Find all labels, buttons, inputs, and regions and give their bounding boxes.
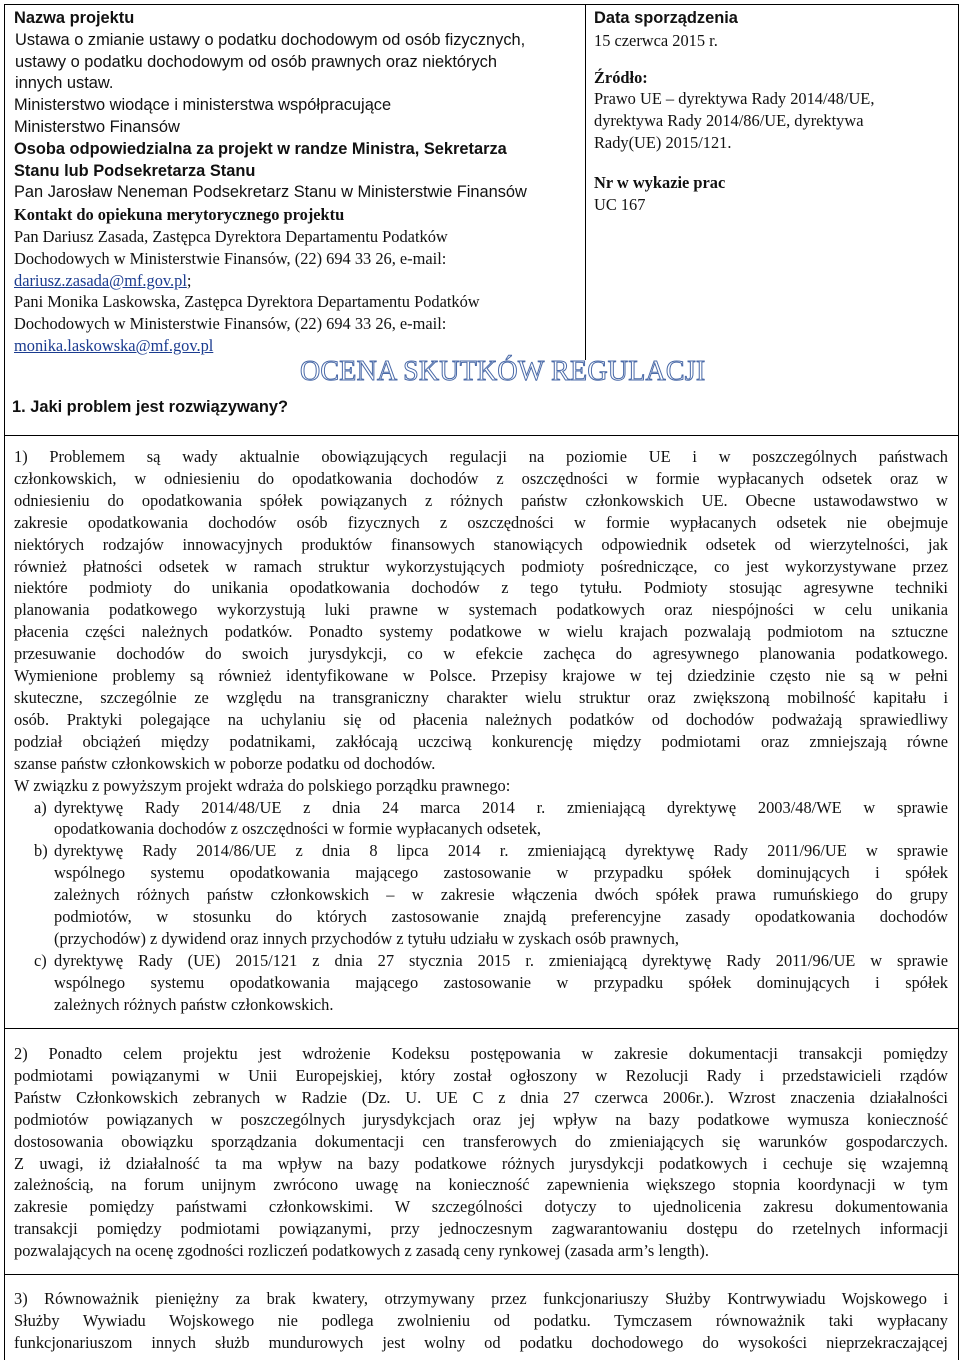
worklist-label: Nr w wykazie prac	[594, 172, 726, 192]
header-column-divider	[585, 4, 586, 360]
section-2-line: podmiotów powiązanych w poszczególnych jurysdykcjach oraz jej wpływ na bazy podatkowe wymusza konieczność	[14, 1109, 948, 1129]
section-2-line: zakresie pomiędzy państwami członkowskimi. W szczególności dotyczy to ujednolicenia zakresu dokumentowania	[14, 1197, 948, 1217]
header-right-column	[594, 8, 944, 215]
list-item-line: dyrektywę Rady 2014/48/UE z dnia 24 marca 2014 r. zmieniającą dyrektywę 2003/48/WE w sprawie	[54, 797, 948, 817]
section-1-intro: W związku z powyższym projekt wdraża do polskiego porządku prawnego:	[14, 775, 511, 795]
list-item-line: dyrektywę Rady 2014/86/UE z dnia 8 lipca 2014 r. zmieniającą dyrektywę Rady 2011/96/UE w sprawie	[54, 841, 948, 861]
section-1-line: skuteczne, szczególnie ze względu na transgraniczny charakter wielu struktur oraz zwiększoną mobilność kapitału i	[14, 687, 948, 707]
section-2-line: zależnością, na forum unijnym zwrócono uwagę na konieczność zapewnienia większego stopnia koordynacji w tym	[14, 1175, 948, 1195]
section-1-line: Wymienione problemy są również identyfikowane w Polsce. Przepisy krajowe w tej dziedzinie często nie są w pełni	[14, 666, 948, 686]
section-1-line: zakresie opodatkowania dochodów osób fizycznych z oszczędności w formie wypłacanych odsetek nie obejmuje	[14, 512, 948, 532]
section-2-line: dostosowania obowiązku sporządzania dokumentacji cen transferowych do zmieniających się warunków gospodarczych.	[14, 1131, 948, 1151]
section-1-line: płacenia części należnych podatków. Ponadto systemy podatkowe w wielu krajach pozwalają podmiotom na sztuczne	[14, 622, 948, 642]
project-name-line: innych ustaw.	[15, 74, 114, 93]
section-2-line: pozwalających na ocenę zgodności rozliczeń podatkowych z zasadą ceny rynkowej (zasada arm’s length).	[14, 1241, 709, 1261]
contact-1-email-row	[14, 270, 579, 292]
section-3-line: Służby Wywiadu Wojskowego nie podlega zwolnieniu od podatku. Tymczasem równoważnik taki wypłacany	[14, 1310, 948, 1330]
project-name-label: Nazwa projektu	[14, 9, 135, 27]
list-item-line: wspólnego systemu opodatkowania mającego zastosowanie w przypadku spółek dominujących i spółek	[54, 863, 948, 883]
spacer	[594, 154, 944, 172]
section-3-line: 3) Równoważnik pieniężny za brak kwatery, otrzymywany przez funkcjonariuszy Służby Kontrwywiadu Wojskowego i	[14, 1289, 948, 1308]
contact-1-email-link[interactable]: dariusz.zasada@mf.gov.pl	[14, 270, 187, 290]
list-item-c	[14, 950, 948, 1016]
ministry-label: Ministerstwo wiodące i ministerstwa współpracujące	[14, 96, 392, 115]
document-title: OCENA SKUTKÓW REGULACJI	[300, 356, 706, 387]
list-item-line: opodatkowania dochodów z oszczędności w formie wypłacanych odsetek,	[54, 819, 542, 839]
section-2-line: transakcji pomiędzy podmiotami powiązanymi, przy jednoczesnym zagwarantowaniu dostępu do rzetelnych informacji	[14, 1219, 948, 1239]
section-2-line: Z uwagi, iż działalność ta ma wpływ na bazy podatkowe różnych jurysdykcji podatkowych i cechuje się wzajemną	[14, 1153, 948, 1173]
list-item-label: b)	[34, 841, 48, 861]
section-1-line: niektóre podmioty do unikania opodatkowania dochodów z tego tytułu. Podmioty stosując agresywne techniki	[14, 578, 948, 598]
section-1-line: szanse państw członkowskich w poborze podatku od dochodów.	[14, 753, 436, 773]
source-label: Źródło:	[594, 67, 648, 87]
section-1-line: członkowskich, w odniesieniu do opodatkowania dochodów z oszczędności w formie wypłacanych odsetek oraz w	[14, 468, 948, 488]
date-label: Data sporządzenia	[594, 9, 738, 27]
list-item-line: dyrektywę Rady (UE) 2015/121 z dnia 27 stycznia 2015 r. zmieniającą dyrektywę Rady 2011/96/UE w sprawie	[54, 950, 948, 970]
source-line: Prawo UE – dyrektywa Rady 2014/48/UE,	[594, 89, 875, 109]
responsible-label-line: Stanu lub Podsekretarza Stanu	[14, 161, 256, 180]
section-1-line: odniesieniu do opodatkowania spółek powiązanych z różnych państw członkowskich UE. Obecne ustawodawstwo w	[14, 490, 948, 510]
contact-label: Kontakt do opiekuna merytorycznego projektu	[14, 205, 345, 225]
date-value: 15 czerwca 2015 r.	[594, 30, 718, 50]
section-1-line: osób. Praktyki polegające na uchylaniu się od płacenia należnych podatków od dochodów podważają sprawiedliwy	[14, 709, 948, 729]
contact-2-line: Pani Monika Laskowska, Zastępca Dyrektora Departamentu Podatków	[14, 292, 480, 312]
section-1-line: 1) Problemem są wady aktualnie obowiązujących regulacji na poziomie UE i w poszczególnych państwach	[14, 447, 948, 466]
contact-1-line: Pan Dariusz Zasada, Zastępca Dyrektora Departamentu Podatków	[14, 226, 448, 246]
question-1-heading: 1. Jaki problem jest rozwiązywany?	[12, 398, 289, 416]
list-item-line: zależnych różnych państw członkowskich.	[54, 994, 334, 1014]
list-item-label: a)	[34, 797, 47, 817]
section-1-line: niektórych rodzajów innowacyjnych produktów finansowych stanowiących odpowiednik odsetek od wierzytelności, jak	[14, 534, 948, 554]
section-1-text	[14, 446, 948, 1016]
source-line: Rady(UE) 2015/121.	[594, 132, 732, 152]
responsible-label-line: Osoba odpowiedzialna za projekt w randze Ministra, Sekretarza	[14, 139, 507, 158]
header-left-column	[14, 8, 579, 357]
spacer	[594, 52, 944, 67]
contact-2-email-row	[14, 335, 579, 357]
section-1-line: podział obciążeń między podatnikami, zakłócają uczciwą konkurencję między podmiotami oraz zmniejszają równe	[14, 731, 948, 751]
section-1-line: przesuwanie dochodów do swoich jurysdykcji, co w efekcie zachęca do agresywnego planowania podatkowego.	[14, 644, 948, 664]
section-2-line: Państw Członkowskich zebranych w Radzie (Dz. U. UE C z dnia 27 czerwca 2006r.). Wzrost znaczenia działalności	[14, 1087, 948, 1107]
worklist-value: UC 167	[594, 194, 646, 214]
source-line: dyrektywa Rady 2014/86/UE, dyrektywa	[594, 111, 864, 131]
responsible-value: Pan Jarosław Neneman Podsekretarz Stanu w Ministerstwie Finansów	[14, 183, 527, 202]
contact-1-suffix: ;	[186, 270, 192, 290]
list-item-b	[14, 840, 948, 950]
project-name-line: Ustawa o zmianie ustawy o podatku dochodowym od osób fizycznych,	[15, 30, 526, 49]
list-item-line: (przychodów) z dywidend oraz innych przychodów z tytułu udziału w zyskach osób prawnych,	[54, 928, 679, 948]
list-item-a	[14, 797, 948, 841]
section-3-line: funkcjonariuszom innych służb mundurowych jest wolny od podatku dochodowego do wysokości nieprzekraczającej	[14, 1332, 948, 1352]
section-1-line: również płatności odsetek w ramach struktur wykorzystujących podmioty pośredniczące, co jest wykorzystywane przez	[14, 556, 948, 576]
list-item-line: wspólnego systemu opodatkowania mającego zastosowanie w przypadku spółek dominujących i spółek	[54, 972, 948, 992]
contact-2-email-link[interactable]: monika.laskowska@mf.gov.pl	[14, 335, 214, 355]
list-item-line: zależnych różnych państw członkowskich – w zakresie włączenia dwóch spółek prawa rumuńskiego do grupy	[54, 885, 948, 905]
section-2-line: 2) Ponadto celem projektu jest wdrożenie Kodeksu postępowania w zakresie dokumentacji transakcji pomiędzy	[14, 1044, 948, 1063]
list-item-line: podmiotów, w stosunku do których zastosowanie znajdą preferencyjne zasady opodatkowania dochodów	[54, 907, 948, 927]
ministry-value: Ministerstwo Finansów	[14, 117, 180, 136]
contact-1-line: Dochodowych w Ministerstwie Finansów, (22) 694 33 26, e-mail:	[14, 248, 447, 268]
contact-2-line: Dochodowych w Ministerstwie Finansów, (22) 694 33 26, e-mail:	[14, 314, 447, 334]
section-3-text	[14, 1288, 948, 1354]
list-item-label: c)	[34, 950, 47, 970]
section-2-line: podmiotami powiązanymi w Unii Europejskiej, który został ogłoszony w Rezolucji Rady i przedstawicieli rządów	[14, 1065, 948, 1085]
section-2-text	[14, 1043, 948, 1262]
section-1-line: planowania podatkowego wykorzystują luki prawne w systemach podatkowych oraz niespójności w celu unikania	[14, 600, 948, 620]
project-name-line: ustawy o podatku dochodowym od osób prawnych oraz niektórych	[15, 52, 497, 71]
